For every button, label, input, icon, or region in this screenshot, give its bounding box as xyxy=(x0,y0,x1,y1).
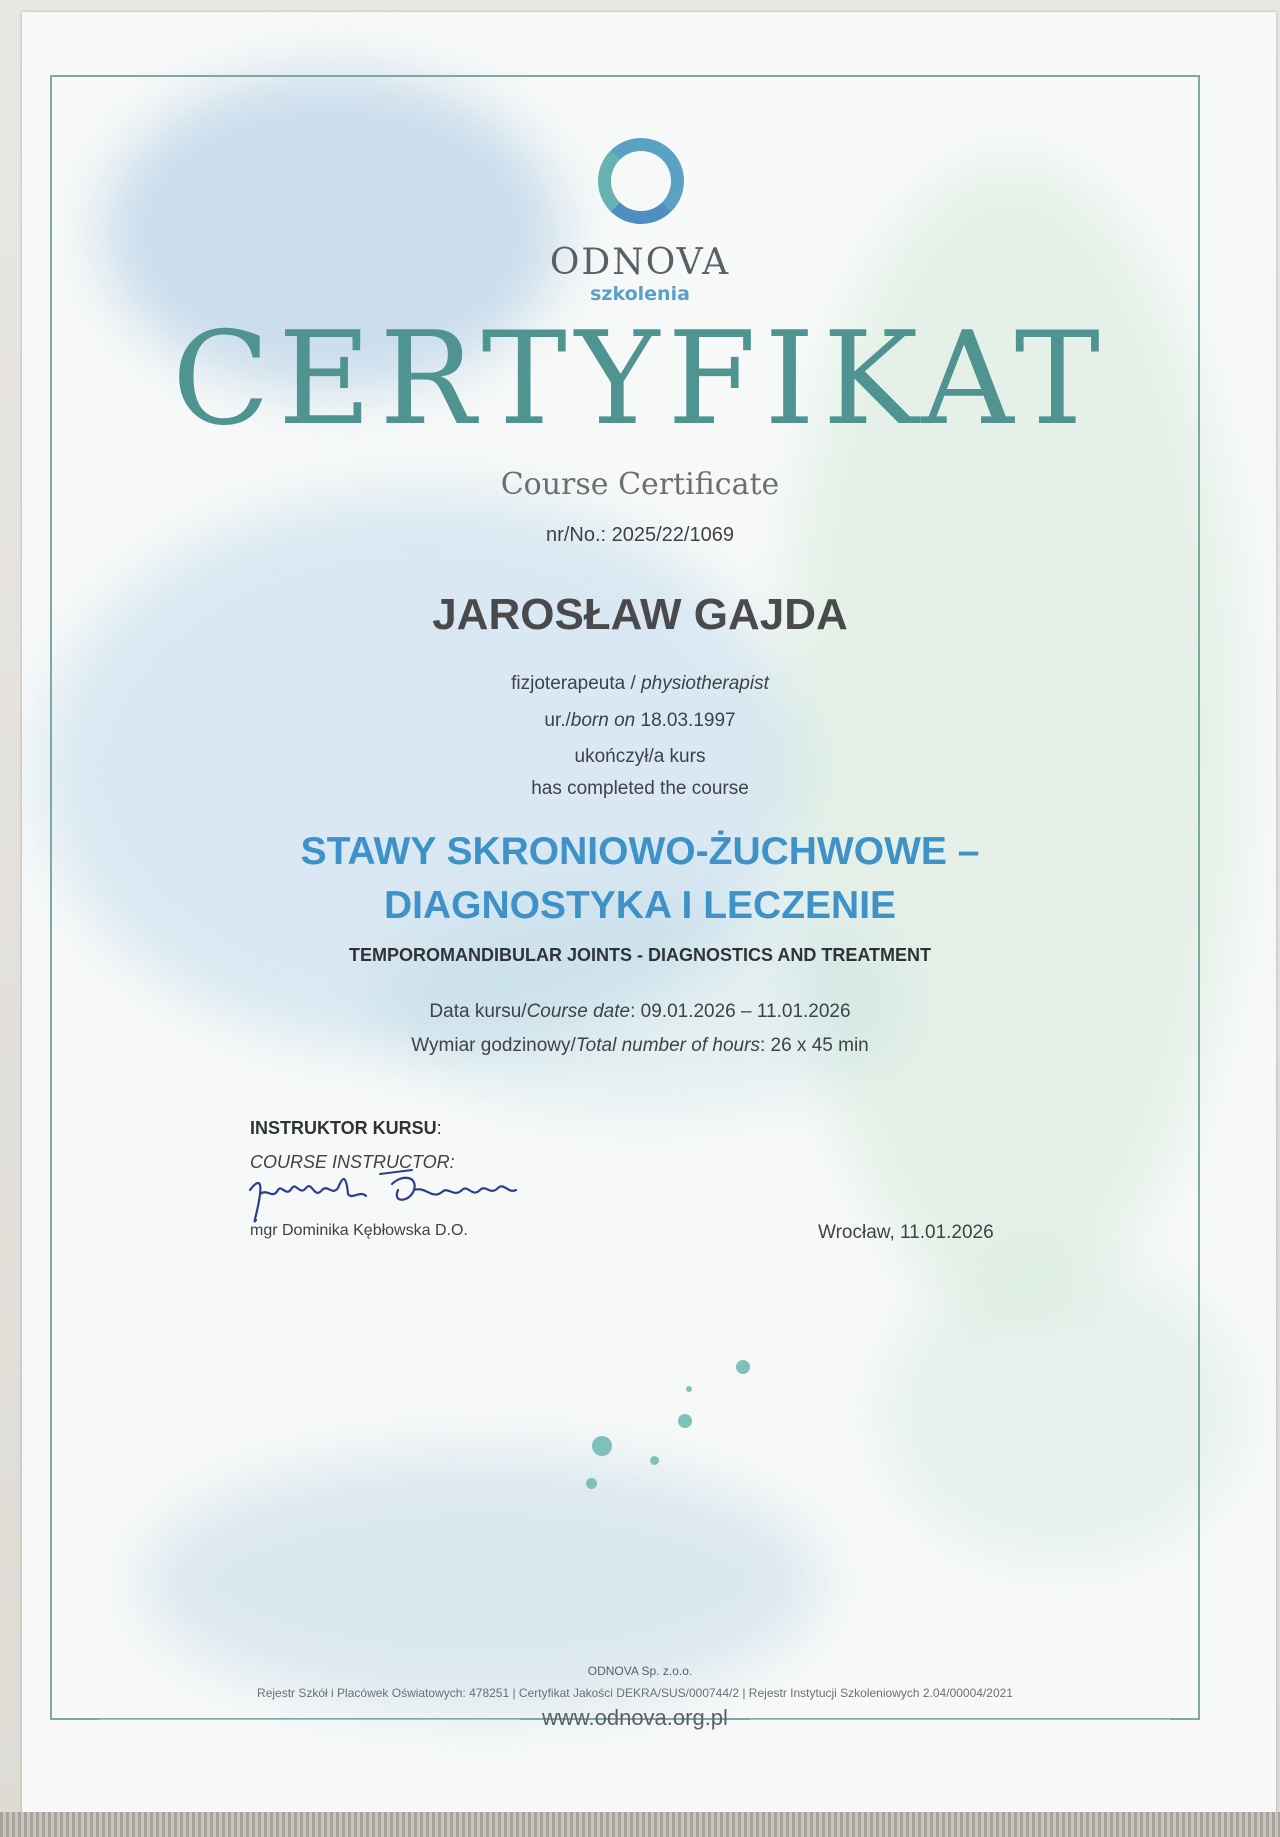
decorative-dot xyxy=(736,1360,750,1374)
course-date-value: : 09.01.2026 – 11.01.2026 xyxy=(630,1001,851,1022)
footer-rule xyxy=(750,1719,1170,1720)
born-label-pl: ur./ xyxy=(544,710,571,731)
profession xyxy=(340,673,940,695)
logo-subtitle: szkolenia xyxy=(590,283,690,305)
hours-value: : 26 x 45 min xyxy=(759,1035,869,1056)
course-title-en: TEMPOROMANDIBULAR JOINTS - DIAGNOSTICS AND TREATMENT xyxy=(349,945,931,965)
decorative-dot xyxy=(686,1386,692,1392)
decorative-dot xyxy=(586,1478,597,1489)
profession-pl: fizjoterapeuta / xyxy=(511,673,636,694)
logo-name: ODNOVA xyxy=(549,242,731,283)
number-label: nr/No.: xyxy=(546,524,607,546)
course-date-label-en: Course date xyxy=(526,1001,631,1022)
footer-url: www.odnova.org.pl xyxy=(542,1705,728,1730)
certificate-title: CERTYFIKAT xyxy=(172,305,1108,454)
hours-label-en: Total number of hours xyxy=(575,1035,760,1056)
course-title-line1: STAWY SKRONIOWO-ŻUCHWOWE – xyxy=(300,830,980,873)
hours-label-pl: Wymiar godzinowy/ xyxy=(411,1035,576,1056)
instructor-label-colon: : xyxy=(436,1118,442,1138)
born-label-en: born on xyxy=(570,710,636,731)
footer-registry: Rejestr Szkół i Placówek Oświatowych: 478251 | Certyfikat Jakości DEKRA/SUS/000744/2 | Rejestr Instytucji Szkoleniowych 2.04/00004/2021 xyxy=(257,1686,1013,1700)
completed-text-en: has completed the course xyxy=(531,778,749,799)
number-value: 2025/22/1069 xyxy=(611,524,734,546)
instructor-label-pl xyxy=(250,1118,442,1139)
decorative-dot xyxy=(678,1414,692,1428)
born-date-value: 18.03.1997 xyxy=(640,710,736,731)
decorative-dot xyxy=(650,1456,659,1465)
instructor-signature xyxy=(242,1160,542,1230)
course-title-line2: DIAGNOSTYKA I LECZENIE xyxy=(383,884,897,927)
instructor-name: mgr Dominika Kębłowska D.O. xyxy=(250,1222,468,1239)
footer-rule xyxy=(100,1719,520,1720)
course-date-label-pl: Data kursu/ xyxy=(429,1001,527,1022)
frame-bottom-edge xyxy=(0,1812,1280,1837)
course-hours xyxy=(240,1035,1040,1057)
profession-en: physiotherapist xyxy=(641,673,769,694)
footer-url-row xyxy=(60,1705,1210,1735)
place-and-date: Wrocław, 11.01.2026 xyxy=(818,1222,994,1243)
certificate-number xyxy=(340,524,940,547)
decorative-dot xyxy=(592,1436,612,1456)
instructor-label-en: COURSE INSTRUCTOR: xyxy=(250,1152,455,1172)
recipient-name: JAROSŁAW GAJDA xyxy=(432,590,848,639)
odnova-logo-icon xyxy=(598,138,684,224)
instructor-label-pl-text: INSTRUKTOR KURSU xyxy=(250,1118,437,1138)
completed-text-pl: ukończył/a kurs xyxy=(574,746,706,767)
course-date xyxy=(240,1001,1040,1023)
certificate-subtitle: Course Certificate xyxy=(500,467,780,502)
birth-date xyxy=(340,710,940,732)
footer-company: ODNOVA Sp. z.o.o. xyxy=(587,1664,693,1678)
